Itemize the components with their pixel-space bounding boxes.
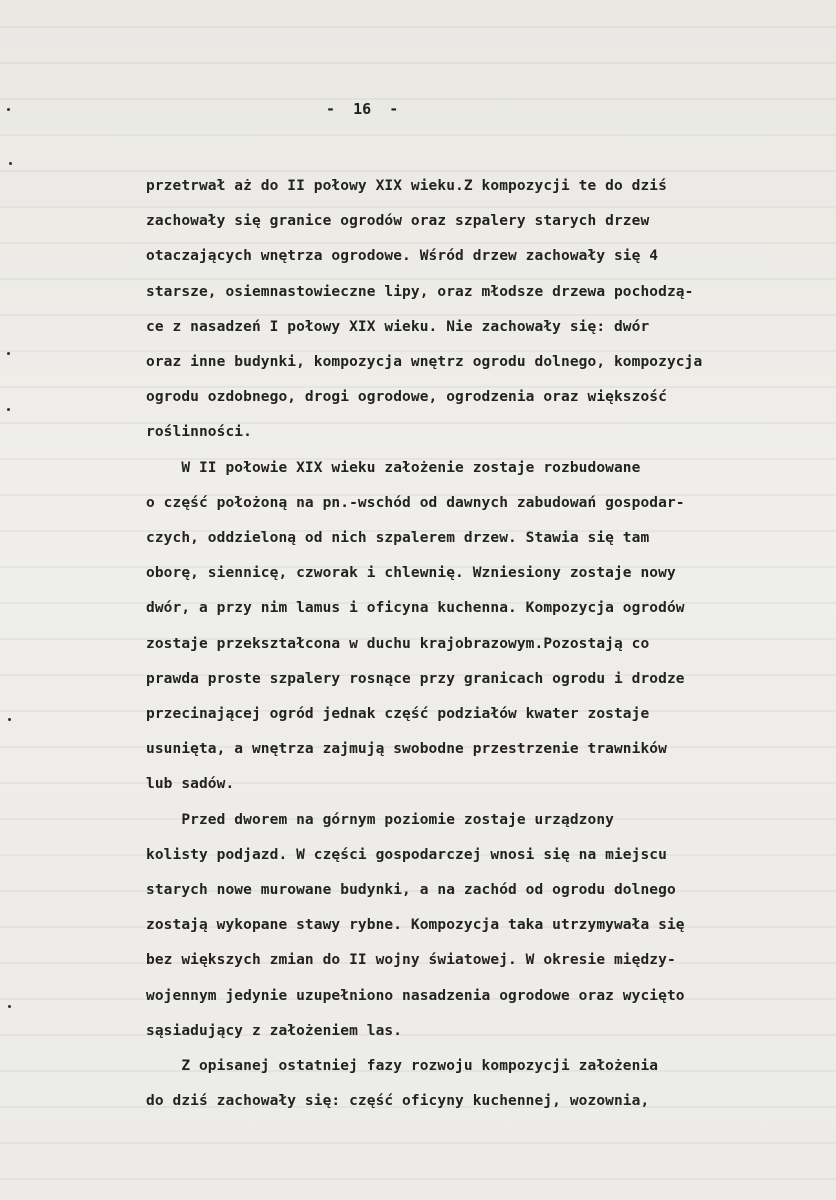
text-line: Z opisanej ostatniej fazy rozwoju kompozycji założenia <box>146 1058 659 1074</box>
margin-mark <box>7 108 10 111</box>
text-line: zachowały się granice ogrodów oraz szpalery starych drzew <box>146 213 650 230</box>
page-number: - 16 - <box>326 100 399 118</box>
text-line: lub sadów. <box>146 776 235 793</box>
text-line: usunięta, a wnętrza zajmują swobodne przestrzenie trawników <box>146 741 667 758</box>
text-line: ce z nasadzeń I połowy XIX wieku. Nie zachowały się: dwór <box>146 318 650 335</box>
text-line: do dziś zachowały się: część oficyny kuchennej, wozownia, <box>146 1093 650 1110</box>
text-line: ogrodu ozdobnego, drogi ogrodowe, ogrodzenia oraz większość <box>146 389 667 406</box>
margin-mark <box>7 352 10 355</box>
text-line: Przed dworem na górnym poziomie zostaje urządzony <box>146 811 614 828</box>
text-line: zostaje przekształcona w duchu krajobrazowym.Pozostają co <box>146 635 650 652</box>
margin-mark <box>7 408 10 411</box>
text-line: oraz inne budynki, kompozycja wnętrz ogrodu dolnego, kompozycja <box>146 354 703 370</box>
text-line: dwór, a przy nim lamus i oficyna kuchenna. Kompozycja ogrodów <box>146 600 685 617</box>
text-line: starych nowe murowane budynki, a na zachód od ogrodu dolnego <box>146 882 676 898</box>
text-line: bez większych zmian do II wojny światowej. W okresie między- <box>146 952 676 969</box>
text-line: przetrwał aż do II połowy XIX wieku.Z kompozycji te do dziś <box>146 178 667 194</box>
text-line: otaczających wnętrza ogrodowe. Wśród drzew zachowały się 4 <box>146 248 659 265</box>
margin-mark <box>8 1005 11 1008</box>
text-line: przecinającej ogród jednak część podziałów kwater zostaje <box>146 706 650 722</box>
text-line: oborę, siennicę, czworak i chlewnię. Wzniesiony zostaje nowy <box>146 565 676 582</box>
text-line: czych, oddzieloną od nich szpalerem drzew. Stawia się tam <box>146 530 650 546</box>
text-line: starsze, osiemnastowieczne lipy, oraz młodsze drzewa pochodzą- <box>146 283 694 300</box>
text-line: roślinności. <box>146 424 252 441</box>
text-line: W II połowie XIX wieku założenie zostaje rozbudowane <box>146 459 641 476</box>
text-line: zostają wykopane stawy rybne. Kompozycja taka utrzymywała się <box>146 917 685 934</box>
margin-mark <box>8 718 11 721</box>
text-line: wojennym jedynie uzupełniono nasadzenia ogrodowe oraz wycięto <box>146 987 685 1004</box>
margin-mark <box>9 162 12 165</box>
text-line: sąsiadujący z założeniem las. <box>146 1022 403 1039</box>
text-line: prawda proste szpalery rosnące przy granicach ogrodu i drodze <box>146 670 685 687</box>
text-line: kolisty podjazd. W części gospodarczej wnosi się na miejscu <box>146 846 667 863</box>
text-line: o część położoną na pn.-wschód od dawnych zabudowań gospodar- <box>146 494 685 511</box>
